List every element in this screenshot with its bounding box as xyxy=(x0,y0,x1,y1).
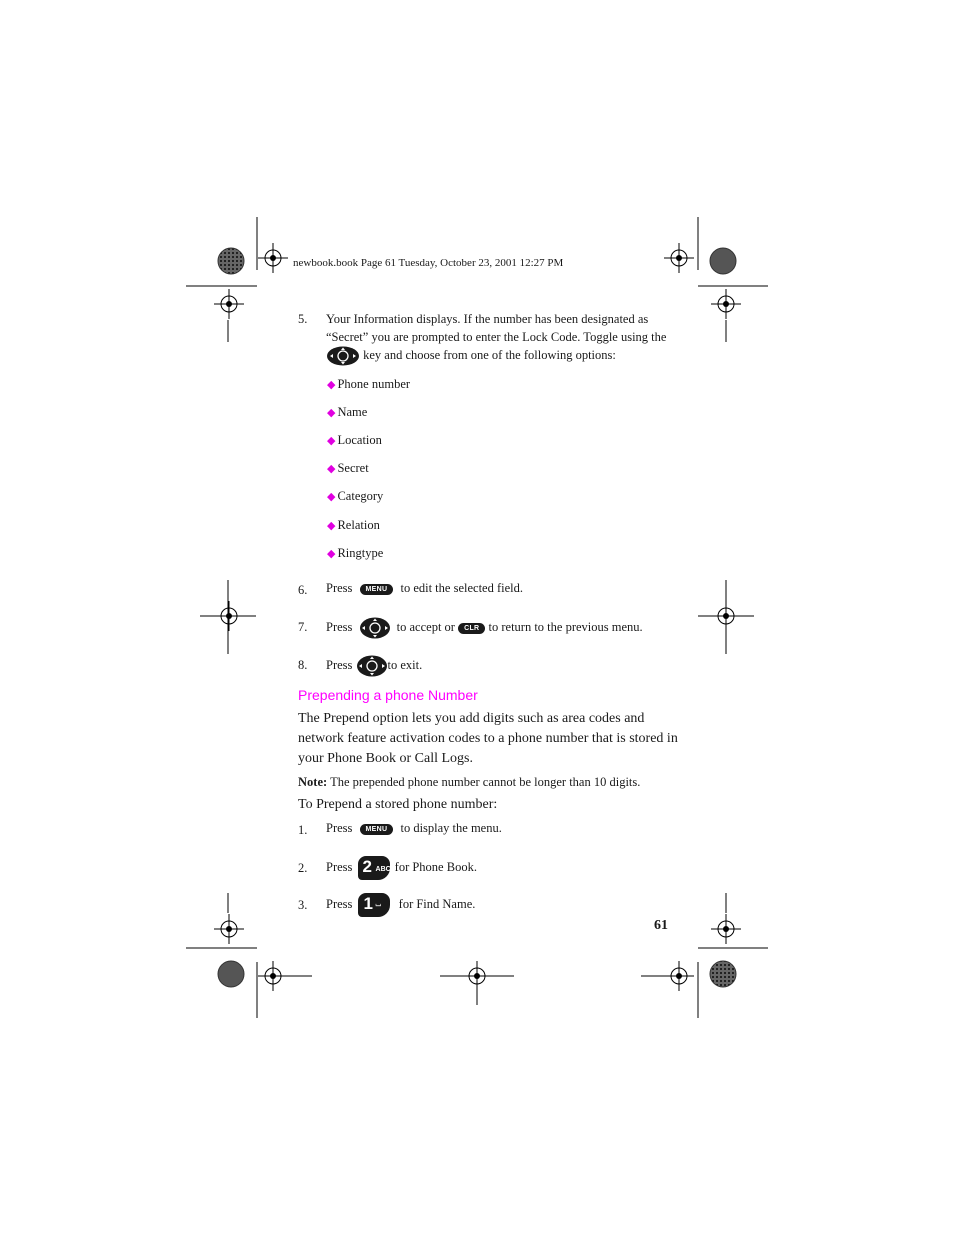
diamond-bullet-icon: ◆ xyxy=(327,491,336,503)
step-number: 2. xyxy=(298,861,308,875)
option-item xyxy=(327,546,383,561)
step5-line2: “Secret” you are prompted to enter the Lock Code. Toggle using the xyxy=(326,330,667,344)
diamond-bullet-icon: ◆ xyxy=(327,548,336,560)
press-label: Press xyxy=(326,896,353,911)
option-item xyxy=(327,405,367,420)
print-header: newbook.book Page 61 Tuesday, October 23, 2001 12:27 PM xyxy=(293,257,564,269)
sub3-text: for Find Name. xyxy=(398,896,476,911)
press-label: Press xyxy=(326,619,353,634)
diamond-bullet-icon: ◆ xyxy=(327,520,336,532)
color-target xyxy=(218,248,244,274)
step-number: 8. xyxy=(298,658,308,672)
step5-line1: Your Information displays. If the number has been designated as xyxy=(326,312,649,326)
key-digit: 1 xyxy=(363,894,373,913)
step5-line3-text: key and choose from one of the following options: xyxy=(363,347,616,362)
sub1-line xyxy=(326,821,502,836)
option-item xyxy=(327,377,410,392)
step8-text: to exit. xyxy=(387,657,423,672)
navigation-key-icon xyxy=(356,655,388,677)
option-item xyxy=(327,518,380,533)
key-digit: 2 xyxy=(362,857,372,876)
note xyxy=(298,775,640,790)
to-prepend-heading: To Prepend a stored phone number: xyxy=(298,797,498,812)
step-number: 5. xyxy=(298,312,308,326)
clr-key-icon: CLR xyxy=(458,623,485,634)
step7-middle: to accept or xyxy=(396,619,455,634)
registration-mark xyxy=(258,243,288,273)
option-label: Name xyxy=(337,405,368,419)
option-label: Phone number xyxy=(337,377,411,391)
option-item xyxy=(327,461,369,476)
voicemail-glyph-icon: ⌴ xyxy=(375,901,382,908)
menu-key-icon: MENU xyxy=(360,824,394,835)
note-label: Note: xyxy=(298,775,328,789)
registration-mark xyxy=(711,914,741,944)
key-2-icon xyxy=(358,856,390,880)
step-number: 6. xyxy=(298,583,308,597)
step6-text: to edit the selected field. xyxy=(400,581,523,595)
press-label: Press xyxy=(326,821,353,835)
step-number: 3. xyxy=(298,898,308,912)
registration-mark xyxy=(214,289,244,319)
color-target xyxy=(710,248,736,274)
section-heading: Prepending a phone Number xyxy=(298,687,478,703)
press-label: Press xyxy=(326,581,353,595)
step5-line3 xyxy=(326,346,616,366)
navigation-key-icon xyxy=(359,617,391,639)
option-label: Category xyxy=(337,489,384,503)
press-label: Press xyxy=(326,859,353,874)
step-number: 1. xyxy=(298,823,308,837)
paragraph-line: your Phone Book or Call Logs. xyxy=(298,751,473,766)
step7-text: to return to the previous menu. xyxy=(488,619,643,634)
step6-line xyxy=(326,581,523,596)
step7-line xyxy=(326,617,643,639)
menu-key-icon: MENU xyxy=(360,584,394,595)
section-paragraph xyxy=(298,709,678,769)
sub3-line xyxy=(326,893,475,917)
diamond-bullet-icon: ◆ xyxy=(327,379,336,391)
step8-line xyxy=(326,655,422,677)
option-item xyxy=(327,433,382,448)
sub2-text: for Phone Book. xyxy=(394,859,477,874)
diamond-bullet-icon: ◆ xyxy=(327,463,336,475)
option-label: Secret xyxy=(337,461,369,475)
sub2-line xyxy=(326,856,477,880)
registration-mark xyxy=(664,243,694,273)
key-1-icon xyxy=(358,893,390,917)
option-label: Relation xyxy=(337,518,380,532)
diamond-bullet-icon: ◆ xyxy=(327,435,336,447)
navigation-key-icon xyxy=(326,346,360,366)
option-label: Ringtype xyxy=(337,546,384,560)
step-number: 7. xyxy=(298,620,308,634)
option-item xyxy=(327,489,383,504)
diamond-bullet-icon: ◆ xyxy=(327,407,336,419)
paragraph-line: The Prepend option lets you add digits such as area codes and xyxy=(298,711,645,726)
option-label: Location xyxy=(337,433,382,447)
press-label: Press xyxy=(326,657,353,672)
page-number: 61 xyxy=(654,918,668,933)
paragraph-line: network feature activation codes to a phone number that is stored in xyxy=(298,731,678,746)
note-text: The prepended phone number cannot be longer than 10 digits. xyxy=(330,775,641,789)
registration-mark xyxy=(214,914,244,944)
key-letters: ABC xyxy=(375,866,391,873)
color-target xyxy=(218,961,244,987)
registration-mark xyxy=(711,289,741,319)
sub1-text: to display the menu. xyxy=(400,821,502,835)
color-target xyxy=(710,961,736,987)
